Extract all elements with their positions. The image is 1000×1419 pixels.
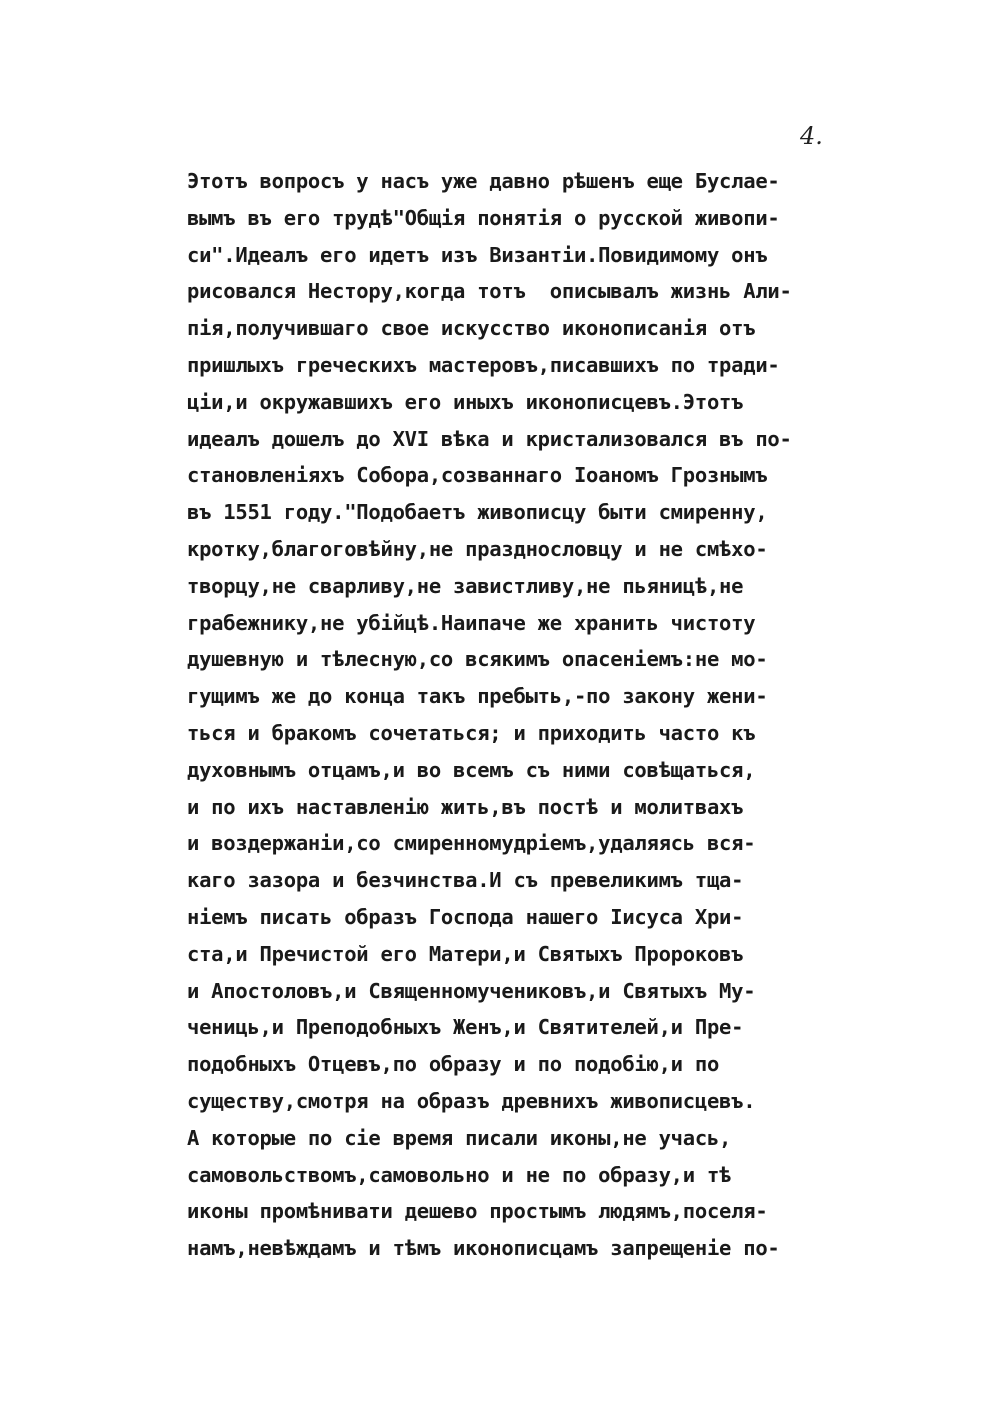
text-line: существу,смотря на образъ древнихъ живописцевъ.: [187, 1088, 756, 1113]
text-line: пія,получившаго свое искусство иконописанія отъ: [187, 316, 756, 341]
text-line: Этотъ вопросъ у насъ уже давно рѣшенъ еще Буслае-: [187, 169, 780, 193]
text-line: чениць,и Преподобныхъ Женъ,и Святителей,и Пре-: [187, 1015, 744, 1040]
text-line: вымъ въ его трудѣ"Общія понятія о русской живопи-: [187, 205, 780, 230]
text-line: иконы промѣнивати дешево простымъ людямъ,поселя-: [187, 1199, 768, 1224]
text-line: ста,и Пречистой его Матери,и Святыхъ Пророковъ: [187, 941, 744, 966]
text-line: душевную и тѣлесную,со всякимъ опасеніемъ:не мо-: [187, 647, 768, 672]
body-text: [187, 163, 827, 1267]
text-line: си".Идеалъ его идетъ изъ Византіи.Повидимому онъ: [187, 242, 768, 267]
text-line: и воздержаніи,со смиренномудріемъ,удаляясь вся-: [187, 831, 756, 856]
text-line: рисовался Нестору,когда тотъ описывалъ жизнь Али-: [187, 279, 792, 304]
text-line: творцу,не сварливу,не завистливу,не пьяницѣ,не: [187, 573, 744, 598]
text-line: намъ,невѣждамъ и тѣмъ иконописцамъ запрещеніе по-: [187, 1236, 780, 1261]
text-line: ніемъ писать образъ Господа нашего Іисуса Хри-: [187, 904, 744, 929]
text-line: гущимъ же до конца такъ пребыть,-по закону жени-: [187, 684, 768, 709]
text-line: ціи,и окружавшихъ его иныхъ иконописцевъ.Этотъ: [187, 389, 744, 414]
text-line: каго зазора и безчинства.И съ превеликимъ тща-: [187, 868, 744, 893]
text-line: идеалъ дошелъ до XVI вѣка и кристализовался въ по-: [187, 426, 792, 451]
text-line: самовольствомъ,самовольно и не по образу,и тѣ: [187, 1162, 732, 1187]
text-line: подобныхъ Отцевъ,по образу и по подобію,и по: [187, 1052, 720, 1077]
text-line: ться и бракомъ сочетаться; и приходить часто къ: [187, 720, 756, 745]
text-line: въ 1551 году."Подобаетъ живописцу быти смиренну,: [187, 500, 768, 525]
text-line: А которые по сіе время писали иконы,не учась,: [187, 1125, 732, 1150]
text-line: кротку,благоговѣйну,не празднословцу и не смѣхо-: [187, 536, 768, 561]
text-line: и Апостоловъ,и Священномучениковъ,и Святыхъ Му-: [187, 978, 756, 1003]
text-line: пришлыхъ греческихъ мастеровъ,писавшихъ по тради-: [187, 352, 780, 377]
text-line: становленіяхъ Собора,созваннаго Іоаномъ Грознымъ: [187, 463, 768, 488]
text-line: и по ихъ наставленію жить,въ постѣ и молитвахъ: [187, 794, 744, 819]
page-number: 4.: [800, 122, 823, 150]
text-line: грабежнику,не убійцѣ.Наипаче же хранить чистоту: [187, 610, 756, 635]
text-line: духовнымъ отцамъ,и во всемъ съ ними совѣщаться,: [187, 757, 756, 782]
